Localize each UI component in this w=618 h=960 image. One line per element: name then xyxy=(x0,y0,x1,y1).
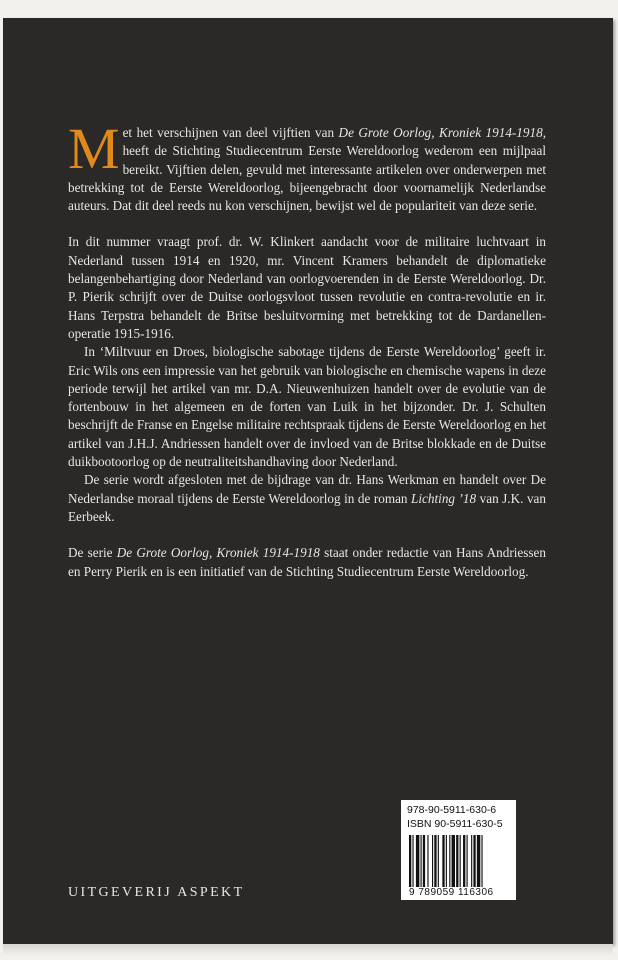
barcode-number: 9 789059 116306 xyxy=(409,887,494,898)
isbn-13: 978-90-5911-630-6 xyxy=(407,804,497,816)
intro-paragraph: Met het verschijnen van deel vijftien van De Grote Oorlog, Kroniek 1914-1918, heeft de Stichting Studiecentrum Eerste Wereldoorlog wederom een mijlpaal bereikt. Vijftien delen, gevuld met interessante artikelen over onderwerpen met betrekking tot de Eerste Wereldoorlog, bijeengebracht door voornamelijk Nederlandse auteurs. Dat dit deel reeds nu kon verschijnen, bewijst wel de populariteit van deze serie. xyxy=(68,116,546,214)
page-edge xyxy=(3,944,613,956)
isbn-10: ISBN 90-5911-630-5 xyxy=(407,818,503,830)
paragraph-5: De serie De Grote Oorlog, Kroniek 1914-1918 staat onder redactie van Hans Andriessen en Perry Pierik en is een initiatief van de Stichting Studiecentrum Eerste Wereldoorlog. xyxy=(68,545,546,579)
novel-title: Lichting ’18 xyxy=(411,490,477,506)
paragraph-4: De serie wordt afgesloten met de bijdrage van dr. Hans Werkman en handelt over De Nederlandse moraal tijdens de Eerste Wereldoorlog in de roman Lichting ’18 van J.K. van Eerbeek. xyxy=(68,472,546,524)
barcode-label xyxy=(401,800,516,900)
paragraph-2: In dit nummer vraagt prof. dr. W. Klinkert aandacht voor de militaire luchtvaart in Nederland tussen 1914 en 1920, mr. Vincent Kramers behandelt de diplomatieke belangenbehartiging door Nederland van oorlogvoerenden in de Eerste Wereldoorlog. Dr. P. Pierik schrijft over de Duitse oorlogsvloot tussen revolutie en contra-revolutie en ir. Hans Terpstra behandelt de Britse besluitvorming met betrekking tot de Dardanellen-operatie 1915-1916. xyxy=(68,234,546,341)
barcode-icon xyxy=(409,835,509,887)
paragraph-3: In ‘Miltvuur en Droes, biologische sabotage tijdens de Eerste Wereldoorlog’ geeft ir. Eric Wils ons een impressie van het gebruik van biologische en chemische wapens in deze periode terwijl het artikel van mr. D.A. Nieuwenhuizen handelt over de evolutie van de fortenbouw in het algemeen en de forten van Luik in het bijzonder. Dr. J. Schulten beschrijft de Franse en Engelse militaire rechtspraak tijdens de Eerste Wereldoorlog en het artikel van J.H.J. Andriessen handelt over de invloed van de Britse blokkade en de Duitse duikbootoorlog op de neutraliteitshandhaving door Nederland. xyxy=(68,344,546,470)
drop-cap: M xyxy=(68,116,120,181)
series-title: De Grote Oorlog, Kroniek 1914-1918 xyxy=(338,125,543,140)
publisher-name: UITGEVERIJ ASPEKT xyxy=(68,885,245,900)
series-title-2: De Grote Oorlog, Kroniek 1914-1918 xyxy=(116,545,320,561)
blurb xyxy=(68,116,546,581)
